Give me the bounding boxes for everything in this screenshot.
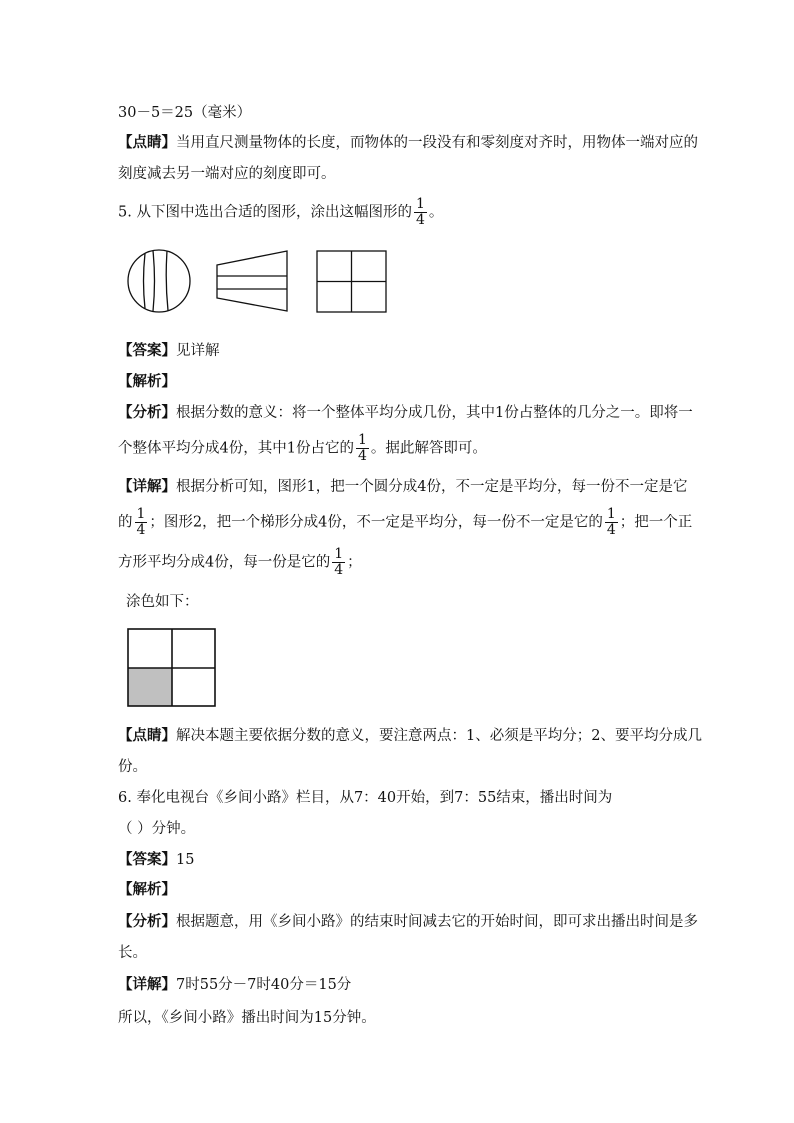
q6-fenxi-line-2: 长。 bbox=[118, 945, 147, 961]
trapezoid-figure bbox=[217, 251, 287, 311]
q5-question: 5. 从下图中选出合适的图形，涂出这幅图形的 $\frac{1}{4}$ 。 bbox=[118, 196, 444, 228]
tip-text-1: 当用直尺测量物体的长度，而物体的一段没有和零刻度对齐时，用物体一端对应的 bbox=[176, 135, 698, 151]
shaded-square-figure bbox=[126, 627, 218, 709]
q5-xiangjie-line-1: 【详解】根据分析可知，图形1，把一个圆分成4份，不一定是平均分，每一份不一定是它 bbox=[118, 479, 688, 495]
q5-figures bbox=[120, 244, 400, 318]
color-label: 涂色如下： bbox=[126, 594, 199, 610]
fraction-one-quarter: $\frac{1}{4}$ bbox=[334, 546, 344, 578]
q5-xiangjie-line-2: 的 $\frac{1}{4}$ ；图形2，把一个梯形分成4份，不一定是平均分，每一份不一定是它的 $\frac{1}{4}$ ；把一个正 bbox=[118, 506, 693, 538]
q5-tip-line-1: 【点睛】解决本题主要依据分数的意义，要注意两点：1、必须是平均分；2、要平均分成几 bbox=[118, 728, 702, 744]
q6-fenxi-line-1: 【分析】根据题意，用《乡间小路》的结束时间减去它的开始时间，即可求出播出时间是多 bbox=[118, 914, 698, 930]
tip-line-1 bbox=[118, 133, 698, 153]
q5-answer: 【答案】见详解 bbox=[118, 343, 220, 359]
q5-xiangjie-line-3: 方形平均分成4份，每一份是它的 $\frac{1}{4}$ ； bbox=[118, 546, 362, 578]
tip-line-2: 刻度减去另一端对应的刻度即可。 bbox=[118, 166, 336, 182]
q5-fenxi-line-2: 个整体平均分成4份，其中1份占它的 $\frac{1}{4}$ 。据此解答即可。 bbox=[118, 432, 487, 464]
q5-question-text: 5. 从下图中选出合适的图形，涂出这幅图形的 bbox=[118, 204, 412, 221]
calc-line: 30－5＝25（毫米） bbox=[118, 105, 252, 121]
q6-analysis-tag: 【解析】 bbox=[118, 882, 176, 898]
q6-conclusion: 所以，《乡间小路》播出时间为15分钟。 bbox=[118, 1010, 376, 1026]
shaded-quarter bbox=[128, 668, 172, 706]
q6-question-line-1: 6. 奉化电视台《乡间小路》栏目，从7：40开始，到7：55结束，播出时间为 bbox=[118, 790, 613, 806]
fraction-one-quarter: $\frac{1}{4}$ bbox=[415, 196, 425, 228]
fraction-one-quarter: $\frac{1}{4}$ bbox=[606, 506, 616, 538]
q6-answer: 【答案】15 bbox=[118, 852, 195, 868]
fraction-one-quarter: $\frac{1}{4}$ bbox=[136, 506, 146, 538]
tip-tag: 【点睛】 bbox=[118, 135, 176, 151]
q5-tip-line-2: 份。 bbox=[118, 759, 147, 775]
fraction-one-quarter: $\frac{1}{4}$ bbox=[357, 432, 367, 464]
q5-fenxi-line-1: 【分析】根据分数的意义：将一个整体平均分成几份，其中1份占整体的几分之一。即将一 bbox=[118, 405, 693, 421]
q5-analysis-tag: 【解析】 bbox=[118, 374, 176, 390]
q6-xiangjie: 【详解】7时55分－7时40分＝15分 bbox=[118, 977, 352, 993]
q6-question-line-2: （ ）分钟。 bbox=[118, 821, 196, 837]
square-figure bbox=[317, 251, 386, 312]
circle-figure bbox=[128, 250, 190, 312]
